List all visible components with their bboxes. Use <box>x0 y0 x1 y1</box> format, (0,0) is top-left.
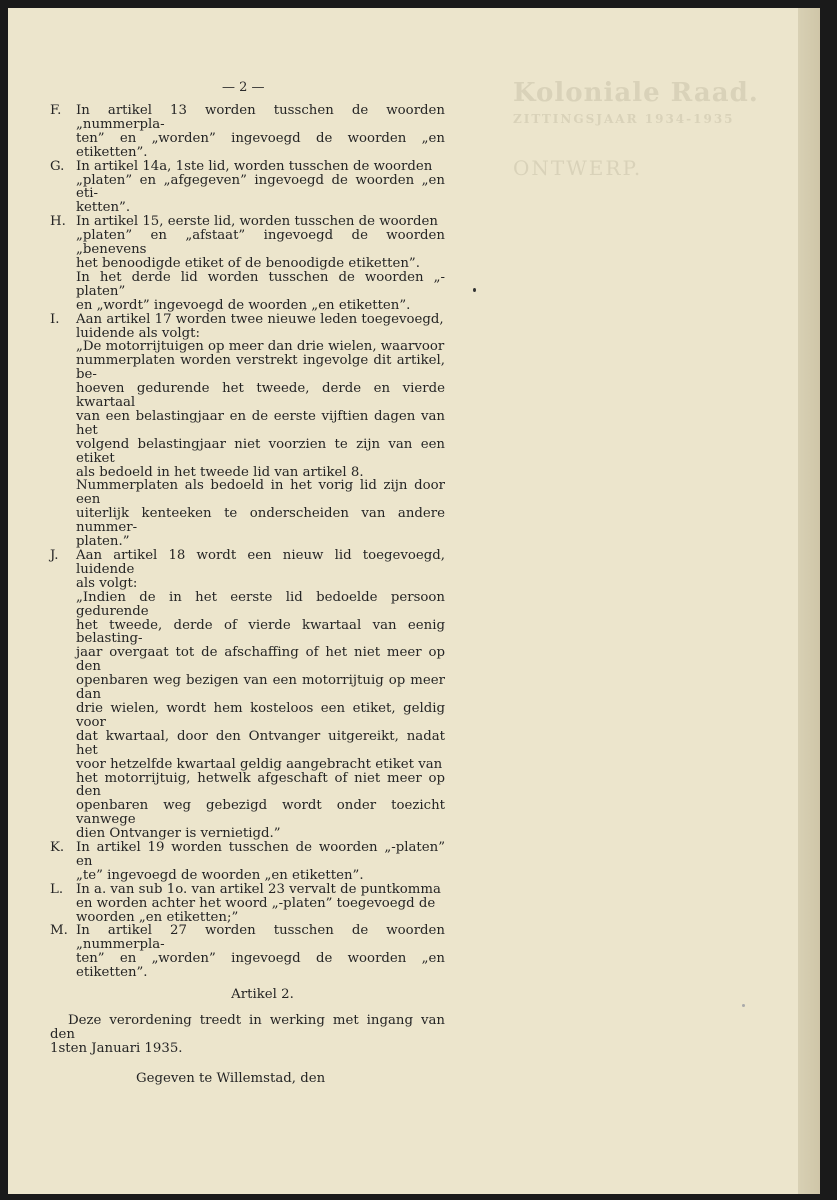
text-line: en „wordt” ingevoegd de woorden „en etiketten”. <box>76 297 411 313</box>
text-line: van een belastingjaar en de eerste vijftien dagen van het <box>76 408 445 438</box>
text-line: In het derde lid worden tusschen de woorden „-platen” <box>76 269 445 299</box>
amendment-item <box>50 924 445 980</box>
amendment-label: L. <box>50 881 64 897</box>
article-heading: Artikel 2. <box>231 987 294 1003</box>
text-line: drie wielen, wordt hem kosteloos een etiket, geldig voor <box>76 700 445 730</box>
article-text <box>50 1014 445 1056</box>
text-line: In a. van sub 1o. van artikel 23 vervalt de puntkomma <box>76 881 441 897</box>
text-line: voor hetzelfde kwartaal geldig aangebracht etiket van <box>76 756 443 772</box>
text-line: het tweede, derde of vierde kwartaal van eenig belasting- <box>76 617 445 647</box>
text-line: woorden „en etiketten;” <box>76 909 239 925</box>
amendment-list <box>50 104 445 980</box>
amendment-item <box>50 215 445 312</box>
text-line: „te” ingevoegd de woorden „en etiketten”. <box>76 867 364 883</box>
text-line: In artikel 27 worden tusschen de woorden „nummerpla- <box>76 923 445 953</box>
text-line: hoeven gedurende het tweede, derde en vierde kwartaal <box>76 381 445 411</box>
amendment-item <box>50 549 445 841</box>
amendment-label: F. <box>50 103 62 118</box>
amendment-label: K. <box>50 840 65 856</box>
page-number: — 2 — <box>222 80 265 95</box>
ink-speck <box>742 1004 745 1007</box>
text-line: uiterlijk kenteeken te onderscheiden van andere nummer- <box>76 506 445 536</box>
text-line: ten” en „worden” ingevoegd de woorden „en etiketten”. <box>76 951 445 981</box>
text-line: ketten”. <box>76 200 131 216</box>
text-line: In artikel 19 worden tusschen de woorden „-platen” en <box>76 840 445 869</box>
amendment-text <box>76 104 445 160</box>
amendment-text <box>76 549 445 841</box>
amendment-text <box>76 215 445 312</box>
text-line: „De motorrijtuigen op meer dan drie wielen, waarvoor <box>76 339 445 355</box>
text-line: als volgt: <box>76 575 138 591</box>
amendment-text <box>76 924 445 980</box>
amendment-label: M. <box>50 923 68 939</box>
amendment-label: J. <box>50 548 59 563</box>
amendment-item <box>50 104 445 160</box>
text-line: Aan artikel 17 worden twee nieuwe leden toegevoegd, <box>76 311 444 327</box>
ink-speck <box>473 288 476 292</box>
text-line: dien Ontvanger is vernietigd.” <box>76 826 281 842</box>
amendment-text <box>76 160 445 216</box>
page-edge-strip <box>798 8 820 1194</box>
amendment-text <box>76 841 445 883</box>
text-line: nummerplaten worden verstrekt ingevolge dit artikel, be- <box>76 353 445 383</box>
given-at-line: Gegeven te Willemstad, den <box>136 1070 326 1086</box>
text-line: Aan artikel 18 wordt een nieuw lid toegevoegd, luidende <box>76 548 445 577</box>
text-line: platen.” <box>76 534 130 550</box>
text-line: jaar overgaat tot de afschaffing of het niet meer op den <box>76 645 445 675</box>
text-line: 1sten Januari 1935. <box>50 1040 183 1056</box>
text-line: openbaren weg bezigen van een motorrijtuig op meer dan <box>76 673 445 703</box>
amendment-label: G. <box>50 158 65 174</box>
document-page <box>8 8 820 1194</box>
text-line: „Indien de in het eerste lid bedoelde persoon gedurende <box>76 589 445 619</box>
text-line: het motorrijtuig, hetwelk afgeschaft of niet meer op den <box>76 770 445 800</box>
amendment-text <box>76 313 445 549</box>
text-line: en worden achter het woord „-platen” toegevoegd de <box>76 895 436 911</box>
amendment-label: I. <box>50 311 60 327</box>
text-line: als bedoeld in het tweede lid van artikel 8. <box>76 464 364 480</box>
amendment-item <box>50 841 445 883</box>
text-line: openbaren weg gebezigd wordt onder toezicht vanwege <box>76 798 445 828</box>
document-body <box>50 104 445 1086</box>
text-line: In artikel 15, eerste lid, worden tusschen de woorden <box>76 214 438 230</box>
amendment-item <box>50 313 445 549</box>
text-line: In artikel 13 worden tusschen de woorden „nummerpla- <box>76 103 445 132</box>
text-line: volgend belastingjaar niet voorzien te zijn van een etiket <box>76 436 445 466</box>
amendment-label: H. <box>50 214 66 230</box>
text-line: luidende als volgt: <box>76 325 200 341</box>
text-line: ten” en „worden” ingevoegd de woorden „en etiketten”. <box>76 130 445 160</box>
text-line: „platen” en „afstaat” ingevoegd de woorden „benevens <box>76 228 445 258</box>
bleed-through-header: Koloniale Raad. ZITTINGSJAAR 1934-1935 ONTWERP. <box>513 78 759 180</box>
text-line: „platen” en „afgegeven” ingevoegd de woorden „en eti- <box>76 172 445 202</box>
text-line: In artikel 14a, 1ste lid, worden tusschen de woorden <box>76 158 433 174</box>
amendment-text <box>76 883 445 925</box>
text-line: Nummerplaten als bedoeld in het vorig lid zijn door een <box>76 478 445 508</box>
text-line: Deze verordening treedt in werking met ingang van den <box>50 1013 445 1042</box>
text-line: het benoodigde etiket of de benoodigde etiketten”. <box>76 255 420 271</box>
amendment-item <box>50 883 445 925</box>
text-line: dat kwartaal, door den Ontvanger uitgereikt, nadat het <box>76 728 445 758</box>
amendment-item <box>50 160 445 216</box>
